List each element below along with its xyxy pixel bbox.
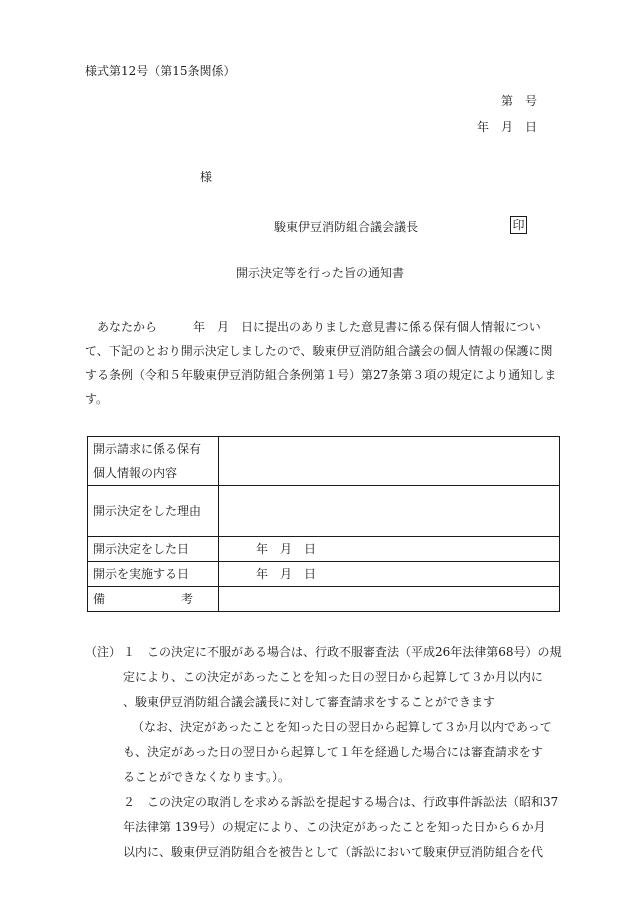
label-char: 考 <box>180 591 193 606</box>
body-line: す。 <box>85 392 109 406</box>
notes-head: （注） <box>85 645 122 659</box>
addressee-honorific: 様 <box>200 170 213 184</box>
date-placeholder: 年 月 日 <box>256 541 317 556</box>
document-number: 第 号 <box>501 94 538 108</box>
label-decision-date: 開示決定をした日 <box>88 537 219 562</box>
value-decision-date <box>219 537 560 562</box>
note-line: ることができなくなります。）。 <box>123 770 291 784</box>
value-personal-info <box>219 437 560 486</box>
label-disclosure-date: 開示を実施する日 <box>88 562 219 587</box>
table-row <box>88 562 560 587</box>
seal-mark: 印 <box>510 216 527 234</box>
sender-name: 駿東伊豆消防組合議会議長 <box>274 220 419 234</box>
note-line: 以内に、駿東伊豆消防組合を被告として（訴訟において駿東伊豆消防組合を代 <box>123 845 544 859</box>
note-line: この決定の取消しを求める訴訟を提起する場合は、行政事件訴訟法（昭和37 <box>147 795 559 809</box>
note-line: も、決定があった日の翌日から起算して１年を経過した場合には審査請求をす <box>123 745 543 759</box>
note-line: この決定に不服がある場合は、行政不服審査法（平成26年法律第68号）の規 <box>147 645 562 659</box>
document-title: 開示決定等を行った旨の通知書 <box>236 266 405 280</box>
label-line: 個人情報の内容 <box>93 466 178 480</box>
note-line: 年法律第 139号）の規定により、この決定があったことを知った日から６か月 <box>123 820 546 834</box>
label-reason: 開示決定をした理由 <box>88 486 219 537</box>
date-placeholder: 年 月 日 <box>256 566 317 581</box>
note-number: ２ <box>123 795 136 809</box>
body-line: する条例（令和５年駿東伊豆消防組合条例第１号）第27条第３項の規定により通知しま <box>85 368 557 382</box>
table-row <box>88 437 560 486</box>
label-remarks <box>88 587 219 612</box>
table-row <box>88 537 560 562</box>
note-line: 、駿東伊豆消防組合議会議長に対して審査請求をすることができます <box>123 695 496 709</box>
note-number: １ <box>123 645 136 659</box>
info-table <box>87 436 560 612</box>
note-line: 定により、この決定があったことを知った日の翌日から起算して３か月以内に <box>123 670 543 684</box>
value-disclosure-date <box>219 562 560 587</box>
note-line: （なお、決定があったことを知った日の翌日から起算して３か月以内であって <box>132 720 552 734</box>
table-row <box>88 486 560 537</box>
table-row <box>88 587 560 612</box>
body-line: て、下記のとおり開示決定しましたので、駿東伊豆消防組合議会の個人情報の保護に関 <box>85 344 553 358</box>
notes-section <box>85 640 585 865</box>
value-reason <box>219 486 560 537</box>
form-number: 様式第12号（第15条関係） <box>85 64 236 78</box>
body-line: あなたから 年 月 日に提出のありました意見書に係る保有個人情報につい <box>85 320 541 334</box>
label-personal-info <box>88 437 219 486</box>
issue-date: 年 月 日 <box>477 120 538 134</box>
label-char: 備 <box>93 591 106 606</box>
body-paragraph <box>85 315 585 411</box>
value-remarks <box>219 587 560 612</box>
label-line: 開示請求に係る保有 <box>93 442 202 456</box>
